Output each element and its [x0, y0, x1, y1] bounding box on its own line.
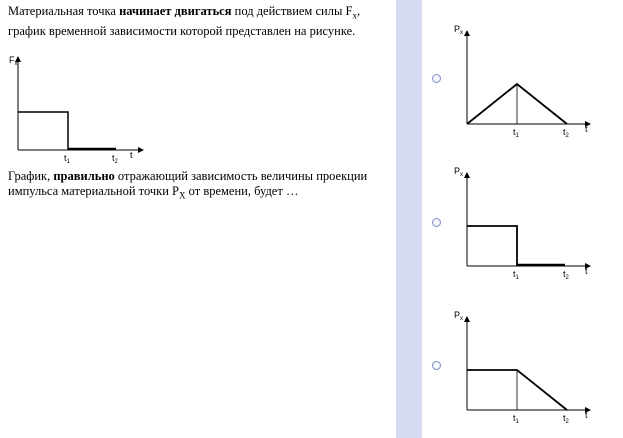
intro-text: Материальная точка	[8, 4, 120, 18]
opt3-tick-t1: $t_1$	[513, 413, 519, 425]
force-step-line	[18, 112, 68, 150]
opt3-tick-t2: $t_2$	[563, 413, 569, 425]
opt2-step-line	[467, 226, 517, 266]
opt2-y-label: $P_x$	[454, 166, 464, 178]
intro-text-2: под действием силы F	[231, 4, 353, 18]
opt2-y-arrow-icon	[464, 172, 470, 178]
force-x-label: t	[130, 150, 133, 160]
force-y-label: $F_x$	[9, 55, 18, 67]
intro-sub: x	[352, 10, 357, 21]
opt3-x-label: t	[585, 410, 588, 420]
opt1-y-arrow-icon	[464, 30, 470, 36]
prompt-sub: X	[179, 190, 186, 201]
force-graph	[6, 52, 146, 166]
force-x-arrow-icon	[138, 147, 144, 153]
opt2-x-label: t	[585, 266, 588, 276]
force-tick-t2: $t_2$	[112, 153, 118, 165]
option-3-radio[interactable]	[432, 361, 441, 370]
option-2-graph[interactable]	[445, 164, 595, 282]
question-intro	[8, 4, 388, 39]
intro-bold: начинает двигаться	[119, 4, 232, 18]
question-prompt	[8, 169, 388, 204]
option-2-radio[interactable]	[432, 218, 441, 227]
opt1-tick-t1: $t_1$	[513, 127, 519, 139]
prompt-text: График,	[8, 169, 54, 183]
prompt-text-3: от времени, будет …	[185, 184, 299, 198]
prompt-text-2: отражающий зависимость величины проекции импульса материальной точки P	[8, 169, 368, 198]
pane-divider	[396, 0, 422, 438]
option-3-graph[interactable]	[445, 308, 595, 426]
opt1-x-label: t	[585, 124, 588, 134]
opt1-tick-t2: $t_2$	[563, 127, 569, 139]
opt1-y-label: $P_x$	[454, 24, 464, 36]
intro-text-3: , график временной зависимости которой представлен на рисунке.	[8, 4, 361, 38]
opt2-tick-t2: $t_2$	[563, 269, 569, 281]
option-1-graph[interactable]	[445, 22, 595, 140]
force-tick-t1: $t_1$	[64, 153, 70, 165]
opt3-y-label: $P_x$	[454, 310, 464, 322]
option-1-radio[interactable]	[432, 74, 441, 83]
opt2-tick-t1: $t_1$	[513, 269, 519, 281]
prompt-bold: правильно	[53, 169, 115, 183]
opt3-y-arrow-icon	[464, 316, 470, 322]
